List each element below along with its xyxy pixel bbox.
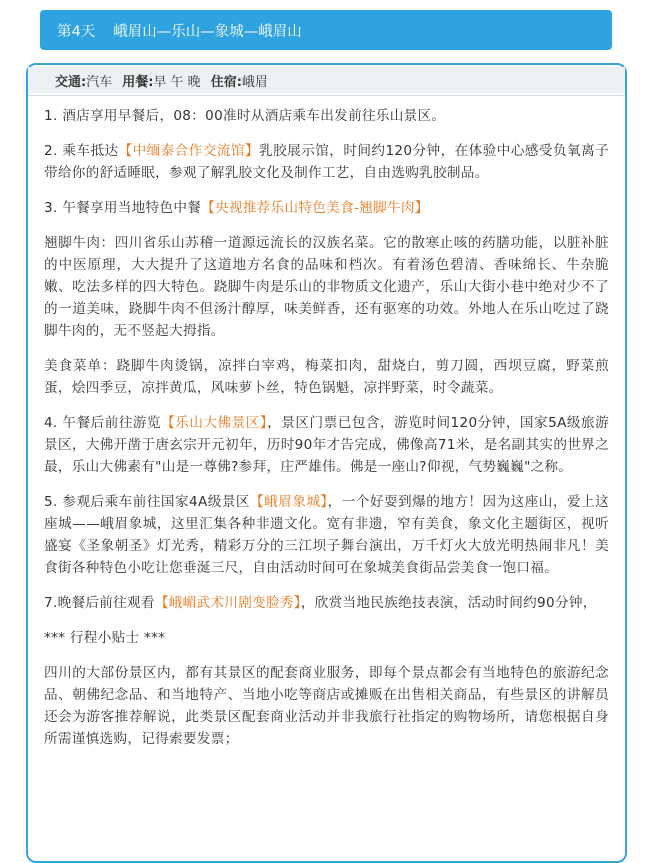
item-show-post: ，欣赏当地民族绝技表演，活动时间约90分钟，: [300, 595, 597, 611]
stay-value: 峨眉: [241, 74, 268, 90]
meta-strip: [28, 67, 625, 93]
item-lunch: [44, 197, 609, 219]
transport-label: 交通:: [55, 74, 87, 90]
meal-value: 早 午 晚: [153, 74, 201, 90]
elephant-city-link[interactable]: 【峨眉象城】: [250, 494, 328, 510]
latex-hall-link[interactable]: 【中缅泰合作交流馆】: [118, 143, 260, 159]
item-latex-hall: [44, 140, 609, 184]
tips-text: 四川的大部份景区内，都有其景区的配套商业服务，即每个景点都会有当地特色的旅游纪念品、朝佛纪念品、和当地特产、当地小吃等商店或摊贩在出售相关商品，有些景区的讲解员还会为游客推荐解说，此类景区配套商业活动并非我旅行社指定的购物场所，请您根据自身所需谨慎选购，记得索要发票；: [44, 665, 609, 747]
item-buddha-pre: 4. 午餐后前往游览: [44, 415, 162, 431]
item-city-post: ，一个好耍到爆的地方！因为这座山，爱上这座城——峨眉象城，这里汇集各种非遗文化。宽有非遗，窄有美食，象文化主题街区，视听盛宴《圣象朝圣》灯光秀，精彩万分的三江坝子舞台演出，万千灯火大放光明热闹非凡！美食街各种特色小吃让您垂涎三尺，自由活动时间可在象城美食街品尝美食一饱口福。: [44, 494, 610, 576]
item-buddha-post: ，景区门票已包含，游览时间120分钟，国家5A级旅游景区，大佛开凿于唐玄宗开元初年，历时90年才告完成，佛像高71米，是名副其实的世界之最，乐山大佛素有"山是一尊佛?参拜，庄严雄伟。佛是一座山?仰视，气势巍巍"之称。: [44, 415, 609, 475]
day-header-bar: [40, 10, 612, 50]
itinerary-card: [26, 63, 627, 863]
tips-title: *** 行程小贴士 ***: [44, 630, 166, 646]
item-giant-buddha: [44, 412, 609, 478]
item-elephant-city: [44, 491, 609, 579]
food-menu: 美食菜单：跷脚牛肉烫锅，凉拌白宰鸡，梅菜扣肉，甜烧白，剪刀圆，西坝豆腐，野菜煎蛋，烩四季豆，凉拌黄瓜，风味萝卜丝，特色锅魁，凉拌野菜，时令蔬菜。: [44, 358, 609, 396]
stay-label: 住宿:: [210, 74, 242, 90]
item-city-pre: 5. 参观后乘车前往国家4A级景区: [44, 494, 251, 510]
item-breakfast: 1. 酒店享用早餐后，08：00准时从酒店乘车出发前往乐山景区。: [44, 108, 446, 124]
item-face-show: [44, 592, 609, 614]
meta-divider: [28, 95, 625, 96]
item-latex-hall-pre: 2. 乘车抵达: [44, 143, 119, 159]
giant-buddha-link[interactable]: 【乐山大佛景区】: [161, 415, 268, 431]
face-show-link[interactable]: 【峨嵋武术川剧变脸秀】: [154, 595, 301, 611]
itinerary-content: [44, 105, 609, 763]
item-latex-hall-post: 乳胶展示馆，时间约120分钟，在体验中心感受负氧离子带给你的舒适睡眠，参观了解乳胶文化及制作工艺，自由选购乳胶制品。: [44, 143, 610, 181]
item-show-pre: 7.晚餐后前往观看: [44, 595, 155, 611]
beef-dish-link[interactable]: 【央视推荐乐山特色美食-翘脚牛肉】: [201, 200, 429, 216]
beef-description: 翘脚牛肉：四川省乐山苏稽一道源远流长的汉族名菜。它的散寒止咳的药膳功能，以脏补脏的中医原理，大大提升了这道地方名食的品味和档次。有着汤色碧清、香味绵长、牛杂脆嫩、吃法多样的四大特色。跷脚牛肉是乐山的非物质文化遗产，乐山大街小巷中绝对少不了的一道美味，跷脚牛肉不但汤汁醇厚，味美鲜香，还有驱寒的功效。外地人在乐山吃过了跷脚牛肉的，无不竖起大拇指。: [44, 235, 609, 339]
day-number: 第4天: [57, 23, 96, 40]
day-route: 峨眉山—乐山—象城—峨眉山: [113, 23, 302, 40]
meal-label: 用餐:: [122, 74, 154, 90]
transport-value: 汽车: [86, 74, 113, 90]
item-lunch-pre: 3. 午餐享用当地特色中餐: [44, 200, 202, 216]
